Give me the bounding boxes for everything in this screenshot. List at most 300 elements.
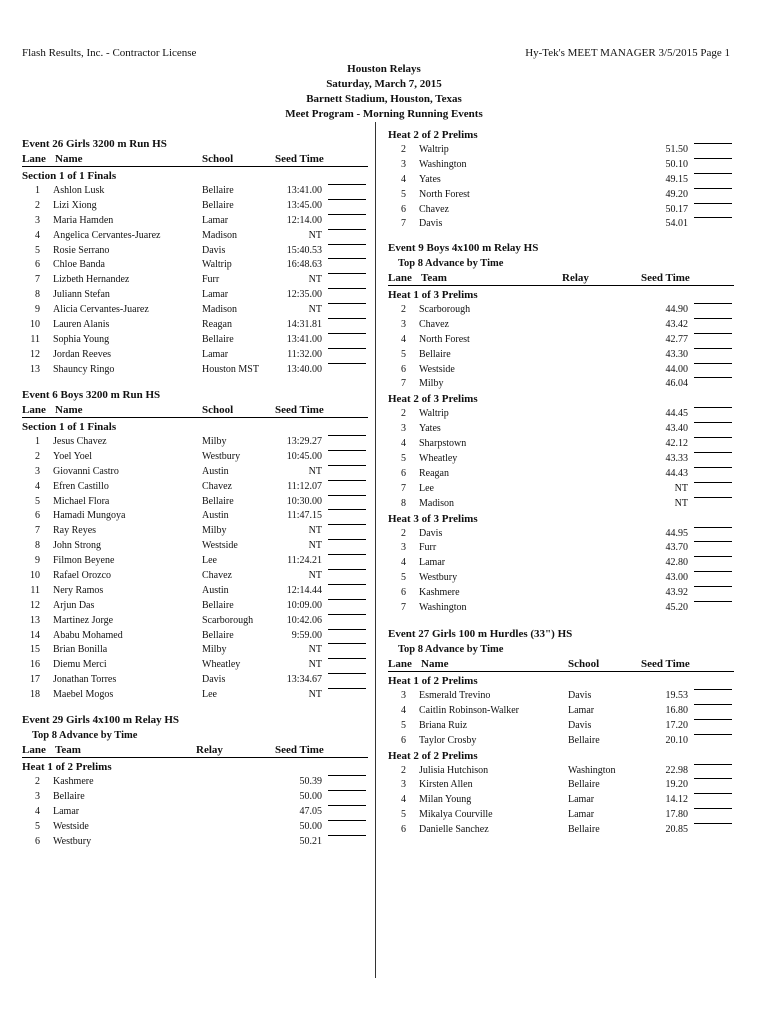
meet-program-title: Meet Program - Morning Running Events [285, 108, 483, 120]
seed-time: NT [308, 659, 322, 671]
lane-number: 7 [401, 482, 406, 494]
school-name: Lamar [202, 348, 229, 360]
seed-time: 50.21 [299, 835, 322, 847]
result-blank-line [694, 348, 732, 349]
athlete-name: Milan Young [419, 794, 472, 806]
team-name: Westside [419, 363, 455, 375]
team-name: North Forest [419, 333, 470, 345]
result-blank-line [694, 764, 732, 765]
entry-row [388, 173, 734, 188]
seed-time: 11:47.15 [287, 510, 322, 522]
team-name: Bellaire [419, 348, 451, 360]
seed-time: 9:59.00 [291, 629, 322, 641]
seed-time: NT [308, 304, 322, 316]
entry-row [388, 541, 734, 556]
result-blank-line [694, 571, 732, 572]
entry-row [22, 643, 368, 658]
column-header [22, 403, 368, 418]
result-blank-line [328, 539, 366, 540]
entry-row [22, 303, 368, 318]
school-name: Madison [202, 304, 237, 316]
entry-row [22, 509, 368, 524]
seed-time: NT [308, 465, 322, 477]
lane-header: Lane [22, 153, 46, 165]
result-blank-line [328, 465, 366, 466]
seed-time: 49.20 [665, 188, 688, 200]
lane-number: 5 [35, 244, 40, 256]
school-name: Bellaire [568, 734, 600, 746]
seed-time: 10:45.00 [286, 450, 322, 462]
team-name: Madison [419, 497, 454, 509]
lane-number: 4 [401, 333, 406, 345]
lane-number: 6 [401, 467, 406, 479]
result-blank-line [694, 377, 732, 378]
entry-row [388, 467, 734, 482]
seed-time: 17.20 [665, 719, 688, 731]
athlete-name: Yoel Yoel [53, 450, 93, 462]
entry-row [22, 363, 368, 378]
heat-label: Heat 2 of 2 Prelims [388, 749, 478, 762]
result-blank-line [694, 422, 732, 423]
result-blank-line [694, 188, 732, 189]
seed-time: 50.17 [665, 203, 688, 215]
seed-time-header: Seed Time [275, 153, 324, 165]
team-header: Team [421, 272, 447, 284]
seed-time: 19.20 [665, 779, 688, 791]
lane-number: 4 [35, 805, 40, 817]
seed-time: NT [308, 644, 322, 656]
seed-time: 11:32.00 [287, 348, 322, 360]
team-name: Scarborough [419, 304, 471, 315]
lane-number: 2 [35, 776, 40, 787]
name-header: Name [55, 153, 83, 165]
result-blank-line [328, 450, 366, 451]
result-blank-line [328, 554, 366, 555]
entry-list [388, 527, 734, 616]
school-name: Houston MST [202, 363, 259, 375]
lane-number: 9 [35, 304, 40, 316]
school-name: Davis [202, 244, 226, 256]
entry-row [388, 764, 734, 779]
event-6-block [22, 388, 368, 703]
lane-number: 5 [401, 348, 406, 360]
seed-time-header: Seed Time [641, 272, 690, 284]
event-title: Event 6 Boys 3200 m Run HS [22, 389, 161, 401]
result-blank-line [328, 790, 366, 791]
entry-row [388, 333, 734, 348]
entry-list [388, 689, 734, 749]
result-blank-line [694, 363, 732, 364]
seed-time: 13:29.27 [286, 436, 322, 447]
entry-row [22, 673, 368, 688]
lane-number: 2 [401, 408, 406, 420]
athlete-name: Efren Castillo [53, 480, 109, 492]
school-name: Davis [568, 690, 592, 701]
entry-row [22, 658, 368, 673]
school-name: Bellaire [202, 599, 234, 611]
seed-time: 15:40.53 [286, 244, 322, 256]
lane-number: 2 [401, 764, 406, 776]
team-name: Davis [419, 527, 443, 539]
seed-time: 42.80 [665, 557, 688, 569]
result-blank-line [328, 775, 366, 776]
result-blank-line [694, 778, 732, 779]
lane-number: 11 [30, 584, 40, 596]
school-name: Bellaire [202, 495, 234, 507]
team-name: Lamar [53, 805, 80, 817]
school-name: Scarborough [202, 614, 254, 626]
athlete-name: Danielle Sanchez [419, 824, 489, 836]
lane-number: 5 [35, 820, 40, 832]
athlete-name: Michael Flora [53, 495, 110, 507]
lane-number: 14 [30, 629, 40, 641]
entry-row [22, 614, 368, 629]
result-blank-line [328, 229, 366, 230]
entry-row [388, 793, 734, 808]
name-header: Name [421, 658, 449, 670]
team-name: North Forest [419, 188, 470, 200]
entry-row [388, 377, 734, 392]
seed-time: 42.77 [665, 333, 688, 345]
seed-time: 44.00 [665, 363, 688, 375]
entry-row [388, 556, 734, 571]
school-name: Bellaire [202, 185, 234, 196]
seed-time: 50.39 [299, 776, 322, 787]
seed-time: NT [674, 497, 688, 509]
seed-time: 14.12 [665, 794, 688, 806]
lane-number: 4 [35, 480, 40, 492]
entry-row [388, 452, 734, 467]
school-name: Madison [202, 229, 237, 241]
school-name: Wheatley [202, 659, 241, 671]
athlete-name: Sophia Young [53, 333, 110, 345]
lane-number: 7 [35, 274, 40, 286]
result-blank-line [694, 437, 732, 438]
result-blank-line [694, 203, 732, 204]
heat-label: Heat 3 of 3 Prelims [388, 512, 478, 525]
result-blank-line [328, 288, 366, 289]
relay-header: Relay [562, 272, 589, 284]
athlete-name: Esmerald Trevino [419, 690, 491, 701]
seed-time: 51.50 [665, 144, 688, 155]
school-name: Lamar [568, 809, 595, 821]
seed-time: 50.00 [299, 790, 322, 802]
lane-number: 2 [35, 199, 40, 211]
result-blank-line [694, 158, 732, 159]
seed-time: 44.45 [665, 408, 688, 420]
team-name: Sharpstown [419, 438, 467, 450]
athlete-name: Martinez Jorge [53, 614, 114, 626]
school-name: Davis [202, 674, 226, 686]
result-blank-line [694, 452, 732, 453]
seed-time: NT [308, 525, 322, 537]
entry-row [388, 689, 734, 704]
school-name: Bellaire [568, 779, 600, 791]
lane-header: Lane [22, 744, 46, 756]
entry-list [22, 775, 368, 849]
heat-label: Heat 1 of 2 Prelims [22, 761, 112, 773]
seed-time: 43.92 [665, 587, 688, 599]
seed-time: 13:41.00 [286, 185, 322, 196]
team-name: Washington [419, 602, 467, 614]
school-name: Washington [568, 764, 616, 776]
result-blank-line [694, 541, 732, 542]
lane-number: 3 [401, 542, 406, 554]
result-blank-line [328, 303, 366, 304]
entry-row [388, 318, 734, 333]
entry-list [22, 184, 368, 378]
athlete-name: Nery Ramos [53, 584, 104, 596]
heat-label: Heat 1 of 3 Prelims [388, 289, 478, 301]
meet-venue: Barnett Stadium, Houston, Texas [306, 93, 462, 105]
lane-number: 3 [35, 790, 40, 802]
team-name: Waltrip [419, 408, 449, 420]
lane-number: 4 [401, 794, 406, 806]
lane-number: 5 [401, 719, 406, 731]
section-label: Section 1 of 1 Finals [22, 170, 117, 182]
entry-row [388, 217, 734, 232]
seed-time: 10:09.00 [286, 599, 322, 611]
seed-time: 46.04 [665, 378, 688, 390]
result-blank-line [694, 689, 732, 690]
lane-number: 10 [30, 319, 40, 331]
school-name: Milby [202, 525, 227, 537]
school-name: Lamar [568, 794, 595, 806]
seed-time: NT [674, 482, 688, 494]
result-blank-line [328, 435, 366, 436]
event-title: Event 27 Girls 100 m Hurdles (33") HS [388, 628, 573, 640]
entry-list [22, 435, 368, 703]
team-name: Lee [419, 482, 434, 494]
entry-row [388, 527, 734, 542]
athlete-name: Jordan Reeves [53, 348, 112, 360]
entry-row [22, 273, 368, 288]
result-blank-line [694, 601, 732, 602]
seed-time: 20.10 [665, 734, 688, 746]
school-name: Chavez [202, 480, 232, 492]
lane-number: 12 [30, 348, 40, 360]
entry-row [388, 143, 734, 158]
entry-row [388, 571, 734, 586]
entry-row [22, 599, 368, 614]
lane-number: 5 [35, 495, 40, 507]
seed-time: 43.00 [665, 572, 688, 584]
seed-time: 42.12 [665, 438, 688, 450]
seed-time: NT [308, 229, 322, 241]
athlete-name: Briana Ruiz [419, 719, 468, 731]
team-name: Washington [419, 158, 467, 170]
lane-number: 6 [401, 363, 406, 375]
school-name: Austin [202, 465, 229, 477]
name-header: Name [55, 404, 83, 416]
athlete-name: Jonathan Torres [53, 674, 117, 686]
result-blank-line [328, 643, 366, 644]
school-name: Bellaire [202, 333, 234, 345]
lane-header: Lane [388, 272, 412, 284]
entry-list [388, 407, 734, 511]
entry-row [22, 495, 368, 510]
school-name: Lee [202, 689, 217, 701]
team-name: Milby [419, 378, 444, 390]
entry-row [388, 808, 734, 823]
team-name: Bellaire [53, 790, 85, 802]
school-name: Davis [568, 719, 592, 731]
school-header: School [202, 404, 234, 416]
entry-row [22, 629, 368, 644]
result-blank-line [328, 524, 366, 525]
entry-list [388, 764, 734, 838]
seed-time: 12:14.00 [286, 214, 322, 226]
athlete-name: Juliann Stefan [53, 289, 110, 301]
entry-row [22, 435, 368, 450]
meet-title-block [0, 62, 768, 122]
entry-row [388, 734, 734, 749]
seed-time: 43.70 [665, 542, 688, 554]
athlete-name: Maria Hamden [53, 214, 114, 226]
heat-label: Heat 2 of 2 Prelims [388, 129, 478, 141]
entry-row [388, 348, 734, 363]
result-blank-line [328, 258, 366, 259]
athlete-name: Arjun Das [53, 599, 95, 611]
advance-note: Top 8 Advance by Time [398, 258, 504, 269]
team-name: Lamar [419, 557, 446, 569]
advance-note: Top 8 Advance by Time [398, 644, 504, 655]
lane-number: 3 [35, 465, 40, 477]
athlete-name: Lizbeth Hernandez [53, 274, 130, 286]
seed-time: 43.33 [665, 453, 688, 465]
entry-row [22, 465, 368, 480]
seed-time-header: Seed Time [275, 404, 324, 416]
lane-number: 7 [35, 525, 40, 537]
school-header: School [202, 153, 234, 165]
team-name: Chavez [419, 318, 449, 330]
school-name: Westbury [202, 450, 241, 462]
team-name: Chavez [419, 203, 449, 215]
entry-row [22, 775, 368, 790]
result-blank-line [328, 318, 366, 319]
entry-row [22, 288, 368, 303]
athlete-name: Hamadi Mungoya [53, 510, 126, 522]
event-29-block [22, 713, 368, 849]
entry-row [388, 407, 734, 422]
entry-row [388, 497, 734, 512]
entry-row [22, 539, 368, 554]
lane-number: 12 [30, 599, 40, 611]
entry-row [22, 348, 368, 363]
seed-time: 49.15 [665, 173, 688, 185]
entry-row [388, 188, 734, 203]
entry-row [22, 569, 368, 584]
entry-row [388, 704, 734, 719]
athlete-name: Kirsten Allen [419, 779, 473, 791]
event-title: Event 26 Girls 3200 m Run HS [22, 138, 167, 150]
entry-row [388, 303, 734, 318]
lane-number: 7 [401, 218, 406, 230]
seed-time: 44.90 [665, 304, 688, 315]
entry-row [22, 214, 368, 229]
seed-time: 11:24.21 [287, 555, 322, 567]
team-name: Reagan [419, 467, 449, 479]
event-26-block [22, 137, 368, 378]
school-name: Austin [202, 510, 229, 522]
lane-number: 5 [401, 809, 406, 821]
result-blank-line [328, 658, 366, 659]
entry-row [22, 333, 368, 348]
result-blank-line [694, 407, 732, 408]
athlete-name: Taylor Crosby [419, 734, 477, 746]
result-blank-line [328, 495, 366, 496]
lane-number: 4 [35, 229, 40, 241]
entry-row [388, 203, 734, 218]
seed-time: 13:40.00 [286, 363, 322, 375]
result-blank-line [694, 217, 732, 218]
school-header: School [568, 658, 600, 670]
lane-number: 7 [401, 378, 406, 390]
lane-number: 13 [30, 363, 40, 375]
school-name: Bellaire [202, 199, 234, 211]
section-label: Section 1 of 1 Finals [22, 421, 117, 433]
seed-time-header: Seed Time [641, 658, 690, 670]
lane-number: 6 [35, 510, 40, 522]
result-blank-line [694, 719, 732, 720]
result-blank-line [328, 273, 366, 274]
column-header [22, 152, 368, 167]
meet-name: Houston Relays [347, 63, 421, 75]
event-9-block [388, 241, 734, 616]
entry-row [22, 805, 368, 820]
school-name: Waltrip [202, 259, 232, 271]
entry-row [22, 584, 368, 599]
athlete-name: Giovanni Castro [53, 465, 119, 477]
lane-number: 6 [401, 734, 406, 746]
lane-number: 6 [401, 587, 406, 599]
result-blank-line [694, 704, 732, 705]
entry-list [388, 303, 734, 392]
result-blank-line [694, 303, 732, 304]
result-blank-line [328, 363, 366, 364]
athlete-name: Shauncy Ringo [53, 363, 115, 375]
athlete-name: Angelica Cervantes-Juarez [53, 229, 161, 241]
event-27-block [388, 627, 734, 838]
lane-number: 8 [35, 289, 40, 301]
lane-number: 4 [401, 704, 406, 716]
lane-number: 6 [35, 259, 40, 271]
column-header [22, 743, 368, 758]
entry-row [22, 480, 368, 495]
athlete-name: Diemu Merci [53, 659, 107, 671]
result-blank-line [328, 805, 366, 806]
seed-time: 43.42 [665, 318, 688, 330]
seed-time: 10:30.00 [286, 495, 322, 507]
athlete-name: Ashlon Lusk [53, 185, 105, 196]
relay-header: Relay [196, 744, 223, 756]
result-blank-line [694, 823, 732, 824]
school-name: Lee [202, 555, 217, 567]
lane-number: 3 [401, 158, 406, 170]
entry-row [22, 184, 368, 199]
seed-time: 54.01 [665, 218, 688, 230]
result-blank-line [694, 527, 732, 528]
team-name: Westbury [419, 572, 458, 584]
result-blank-line [694, 556, 732, 557]
result-blank-line [328, 214, 366, 215]
school-name: Bellaire [202, 629, 234, 641]
seed-time: 43.30 [665, 348, 688, 360]
heat-label: Heat 2 of 3 Prelims [388, 393, 478, 406]
result-blank-line [694, 173, 732, 174]
school-name: Lamar [202, 214, 229, 226]
entry-row [22, 835, 368, 850]
